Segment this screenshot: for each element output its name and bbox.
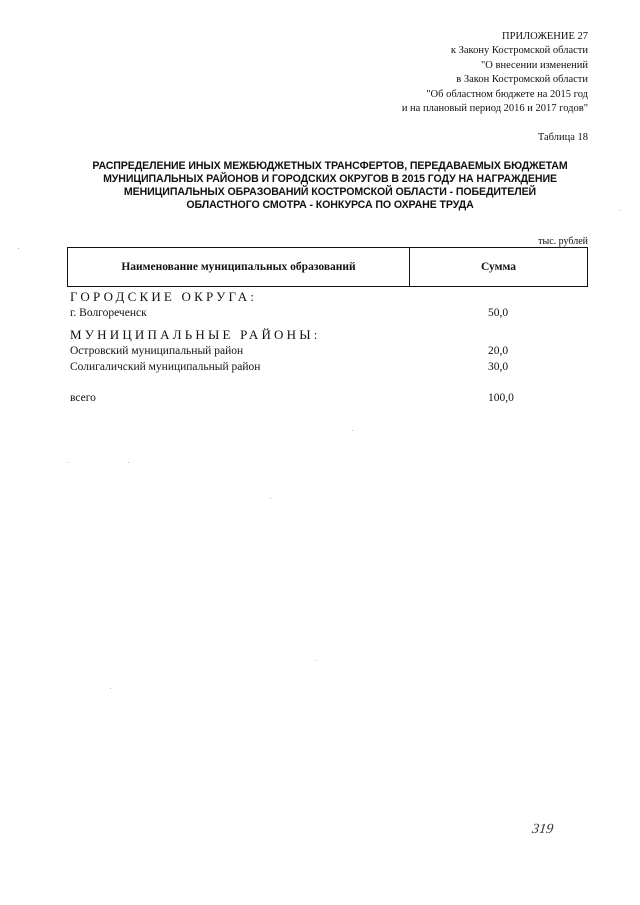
table-header [67,247,588,287]
appendix-line: "Об областном бюджете на 2015 год [426,88,588,100]
row-value: 30,0 [488,361,509,373]
row-value: 20,0 [488,345,509,357]
appendix-line: и на плановый период 2016 и 2017 годов" [401,103,588,115]
scan-speck [18,248,19,249]
row-name: Островский муниципальный район [70,345,244,357]
title-line: ОБЛАСТНОГО СМОТРА - КОНКУРСА ПО ОХРАНЕ ТРУДА [186,199,474,211]
appendix-header [402,30,588,116]
document-title [70,160,590,212]
title-line: МЕНИЦИПАЛЬНЫХ ОБРАЗОВАНИЙ КОСТРОМСКОЙ ОБЛАСТИ - ПОБЕДИТЕЛЕЙ [123,186,537,198]
total-label: всего [70,392,96,404]
page-number: 319 [531,822,555,837]
scan-speck [316,660,317,661]
table-row [70,345,588,360]
scan-speck [270,498,271,499]
appendix-line: к Закону Костромской области [450,45,588,57]
section-title-municipal-districts: МУНИЦИПАЛЬНЫЕ РАЙОНЫ: [70,327,321,342]
total-row [70,392,588,407]
appendix-line: ПРИЛОЖЕНИЕ 27 [502,31,588,42]
total-value: 100,0 [488,392,514,404]
scan-speck [110,688,111,689]
title-line: МУНИЦИПАЛЬНЫХ РАЙОНОВ И ГОРОДСКИХ ОКРУГОВ В 2015 ГОДУ НА НАГРАЖДЕНИЕ [103,173,557,185]
unit-label: тыс. рублей [538,236,588,247]
header-sum-column: Сумма [481,261,516,273]
scan-speck [68,462,69,463]
row-name: г. Волгореченск [70,307,147,319]
scan-speck [128,462,129,463]
appendix-line: в Закон Костромской области [456,74,588,86]
section-title-city-districts: ГОРОДСКИЕ ОКРУГА: [70,289,258,304]
table-label: Таблица 18 [537,132,588,143]
table-row [70,307,588,322]
scan-speck [620,210,621,211]
appendix-line: "О внесении изменений [481,59,588,71]
table-row [70,361,588,376]
scan-speck [352,430,353,431]
title-line: РАСПРЕДЕЛЕНИЕ ИНЫХ МЕЖБЮДЖЕТНЫХ ТРАНСФЕРТОВ, ПЕРЕДАВАЕМЫХ БЮДЖЕТАМ [92,160,568,172]
row-name: Солигаличский муниципальный район [70,361,261,373]
header-name-column: Наименование муниципальных образований [68,248,410,286]
row-value: 50,0 [488,307,509,319]
